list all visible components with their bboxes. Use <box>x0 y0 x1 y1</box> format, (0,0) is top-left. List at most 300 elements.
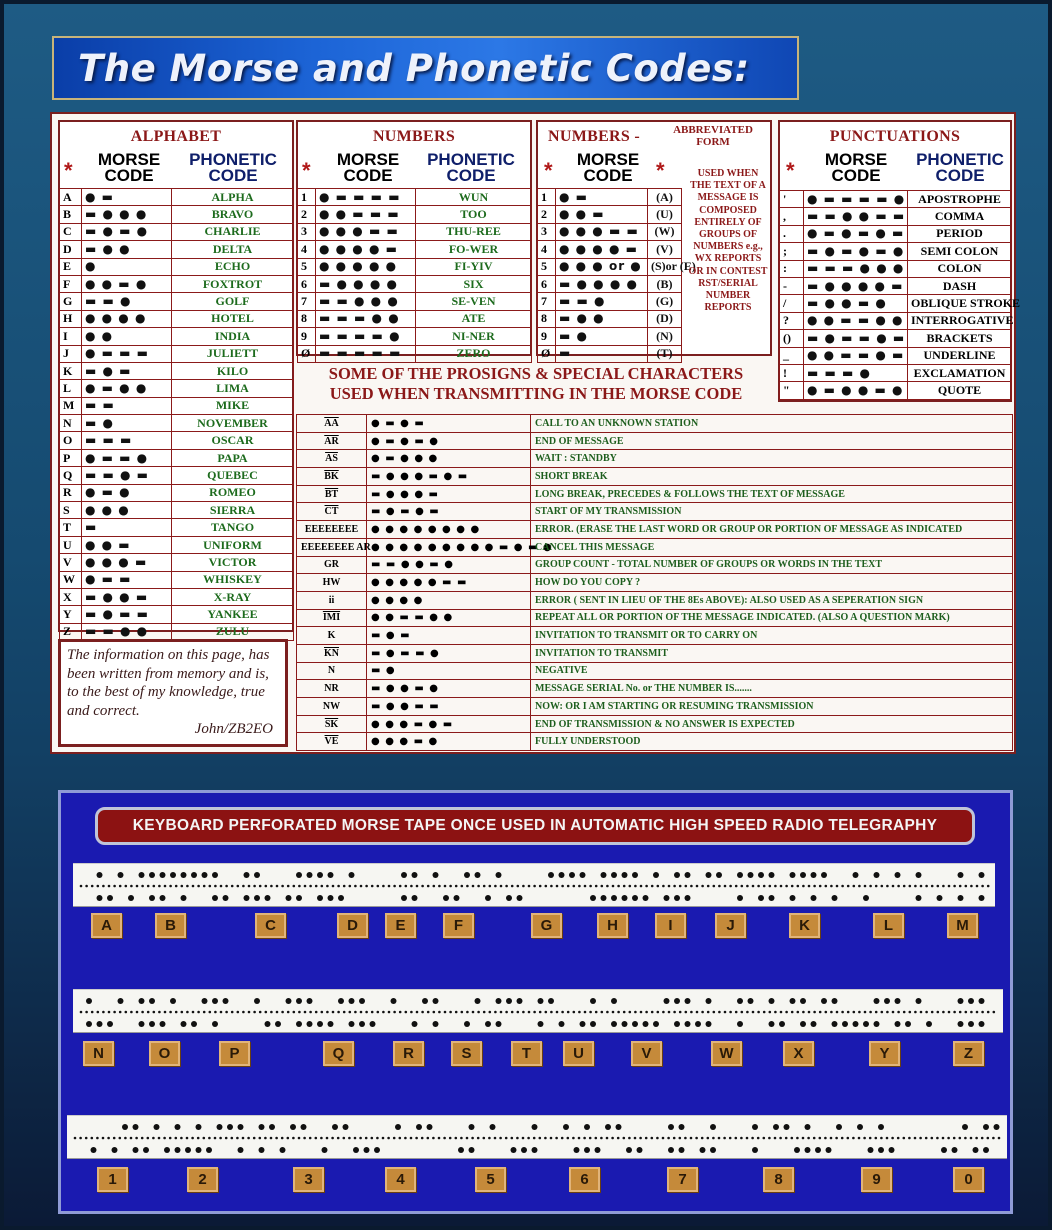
tape-code-hole <box>643 1021 649 1027</box>
tape-feed-hole <box>360 1011 363 1014</box>
tape-code-hole <box>107 895 113 901</box>
tape-feed-hole <box>237 1011 240 1014</box>
tape-feed-hole <box>662 885 665 888</box>
tape-feed-hole <box>466 1011 469 1014</box>
tape-code-hole <box>458 1147 464 1153</box>
tape-code-hole <box>191 1021 197 1027</box>
tape-feed-hole <box>293 885 296 888</box>
tape-feed-hole <box>522 1137 525 1140</box>
numbers-row-ch: 7 <box>298 293 316 310</box>
tape-feed-hole <box>825 1011 828 1014</box>
tape-feed-hole <box>685 1011 688 1014</box>
punctuation-row <box>780 364 1012 381</box>
tape-feed-hole <box>388 1011 391 1014</box>
tape-feed-hole <box>332 885 335 888</box>
tape-feed-hole <box>735 885 738 888</box>
tape-feed-hole <box>903 885 906 888</box>
abbreviated-row <box>538 310 682 327</box>
tape-feed-hole <box>488 1137 491 1140</box>
tape-code-hole <box>773 1124 779 1130</box>
tape-code-hole <box>853 1021 859 1027</box>
tape-feed-hole <box>197 885 200 888</box>
tape-feed-hole <box>102 885 105 888</box>
alphabet-row <box>60 345 294 362</box>
numbers-row-ch: 3 <box>298 223 316 240</box>
tape-feed-hole <box>992 1137 995 1140</box>
alphabet-row-ch: S <box>60 502 82 519</box>
tape-feed-hole <box>208 1137 211 1140</box>
tape-code-hole <box>359 1021 365 1027</box>
tape-feed-hole <box>96 1137 99 1140</box>
alphabet-row-morse: ▬ ● ● <box>82 241 172 258</box>
tape-code-hole <box>160 872 166 878</box>
alphabet-row-morse: ● ▬ ▬ ▬ <box>82 345 172 362</box>
numbers-row-ch: 8 <box>298 310 316 327</box>
tape-feed-hole <box>343 885 346 888</box>
alphabet-row <box>60 415 294 432</box>
tape-feed-hole <box>673 1011 676 1014</box>
tape-feed-hole <box>965 885 968 888</box>
alphabet-row-ch: G <box>60 293 82 310</box>
numbers-row <box>298 345 532 362</box>
tape-code-hole <box>485 1021 491 1027</box>
alphabet-row <box>60 241 294 258</box>
tape-code-hole <box>301 1124 307 1130</box>
tape-code-hole <box>769 872 775 878</box>
tape-code-hole <box>469 1147 475 1153</box>
tape-feed-hole <box>371 1137 374 1140</box>
tape-code-hole <box>149 998 155 1004</box>
alphabet-row <box>60 519 294 536</box>
numbers-row-morse: ▬ ▬ ● ● ● <box>316 293 416 310</box>
tape-code-hole <box>307 872 313 878</box>
numbers-row <box>298 223 532 240</box>
tape-code-hole <box>674 1021 680 1027</box>
alphabet-row <box>60 449 294 466</box>
tape-code-hole <box>296 895 302 901</box>
prosign-morse: ● ▬ ● ▬ <box>367 415 531 433</box>
alphabet-row-ph: WHISKEY <box>172 571 294 588</box>
prosign-code: GR <box>297 556 367 574</box>
tape-code-hole <box>548 998 554 1004</box>
tape-feed-hole <box>511 885 514 888</box>
punctuation-row-morse: ● ● ▬ ▬ ● ● <box>804 312 908 329</box>
tape-feed-hole <box>393 1011 396 1014</box>
tape-feed-hole <box>987 1011 990 1014</box>
tape-code-hole <box>433 872 439 878</box>
tape-feed-hole <box>281 1011 284 1014</box>
tape-feed-hole <box>584 1011 587 1014</box>
alphabet-row-ch: X <box>60 588 82 605</box>
tape-feed-hole <box>802 885 805 888</box>
alphabet-row-ch: Y <box>60 606 82 623</box>
tape-feed-hole <box>752 885 755 888</box>
tape-feed-hole <box>393 885 396 888</box>
tape-feed-hole <box>528 1011 531 1014</box>
tape-feed-hole <box>321 885 324 888</box>
alphabet-row <box>60 588 294 605</box>
punctuation-row <box>780 243 1012 260</box>
tape-feed-hole <box>695 1137 698 1140</box>
tape-key-6: 6 <box>569 1167 600 1192</box>
tape-feed-hole <box>785 1011 788 1014</box>
prosign-morse: ▬ ● ● ● ▬ ● ▬ <box>367 468 531 486</box>
tape-feed-hole <box>841 1137 844 1140</box>
abbreviated-row-ch: Ø <box>538 345 556 362</box>
tape-feed-hole <box>309 885 312 888</box>
tape-code-hole <box>905 1021 911 1027</box>
tape-code-hole <box>353 1147 359 1153</box>
tape-code-hole <box>275 1021 281 1027</box>
punctuation-row-ch: () <box>780 330 804 347</box>
tape-code-hole <box>706 872 712 878</box>
tape-code-hole <box>800 998 806 1004</box>
tape-feed-hole <box>701 1137 704 1140</box>
prosign-morse: ▬ ● ▬ ▬ ● <box>367 644 531 662</box>
tape-code-hole <box>769 998 775 1004</box>
tape-code-hole <box>622 1021 628 1027</box>
tape-code-hole <box>685 998 691 1004</box>
tape-code-hole <box>133 1147 139 1153</box>
tape-code-hole <box>832 998 838 1004</box>
tape-feed-hole <box>623 1011 626 1014</box>
tape-feed-hole <box>304 885 307 888</box>
tape-feed-hole <box>886 885 889 888</box>
numbers-row-ph: THU-REE <box>416 223 532 240</box>
tape-key-f: F <box>443 913 474 938</box>
tape-feed-hole <box>897 885 900 888</box>
tape-feed-hole <box>696 1011 699 1014</box>
abbreviated-star-2: * <box>656 158 665 183</box>
tape-code-hole <box>496 872 502 878</box>
tape-feed-hole <box>589 1011 592 1014</box>
tape-feed-hole <box>757 1011 760 1014</box>
tape-code-hole <box>622 895 628 901</box>
prosign-meaning: HOW DO YOU COPY ? <box>531 574 1013 592</box>
tape-feed-hole <box>931 1137 934 1140</box>
tape-feed-hole <box>416 885 419 888</box>
alphabet-row <box>60 606 294 623</box>
tape-feed-hole <box>707 1011 710 1014</box>
tape-feed-hole <box>337 1137 340 1140</box>
prosign-row <box>297 591 1013 609</box>
tape-feed-hole <box>293 1011 296 1014</box>
alphabet-row-ch: D <box>60 241 82 258</box>
tape-feed-hole <box>976 1011 979 1014</box>
alphabet-row-ch: U <box>60 536 82 553</box>
tape-feed-hole <box>797 1011 800 1014</box>
alphabet-row-ph: CHARLIE <box>172 223 294 240</box>
tape-feed-hole <box>892 1011 895 1014</box>
tape-key-c: C <box>255 913 286 938</box>
prosign-row <box>297 680 1013 698</box>
numbers-heading: NUMBERS <box>372 128 456 145</box>
prosign-morse: ● ● ● ● <box>367 591 531 609</box>
tape-code-hole <box>958 895 964 901</box>
tape-code-hole <box>202 872 208 878</box>
tape-code-hole <box>601 895 607 901</box>
tape-code-hole <box>307 1021 313 1027</box>
tape-feed-hole <box>410 1011 413 1014</box>
tape-feed-hole <box>684 1137 687 1140</box>
alphabet-row-ch: M <box>60 397 82 414</box>
tape-feed-hole <box>909 1011 912 1014</box>
tape-feed-hole <box>214 1137 217 1140</box>
tape-feed-hole <box>690 1137 693 1140</box>
tape-feed-hole <box>270 885 273 888</box>
alphabet-section <box>58 120 294 639</box>
tape-code-hole <box>328 872 334 878</box>
tape-feed-hole <box>869 1137 872 1140</box>
disclaimer-signature: John/ZB2EO <box>194 721 273 737</box>
tape-feed-hole <box>830 885 833 888</box>
tape-code-hole <box>926 1021 932 1027</box>
tape-code-hole <box>700 1147 706 1153</box>
tape-code-hole <box>338 895 344 901</box>
tape-code-hole <box>878 1124 884 1130</box>
tape-feed-hole <box>203 1011 206 1014</box>
tape-feed-hole <box>113 1137 116 1140</box>
tape-feed-hole <box>354 1137 357 1140</box>
tape-feed-hole <box>836 1011 839 1014</box>
abbreviated-note: USED WHEN THE TEXT OF A MESSAGE IS COMPOSED ENTIRELY OF GROUPS OF NUMBERS e.g., WX REPORTS OR IN CONTEST RST/SERIAL NUMBER REPORTS <box>688 168 768 314</box>
numbers-row-ph: WUN <box>416 189 532 206</box>
numbers-row-ch: Ø <box>298 345 316 362</box>
prosign-code: N <box>297 662 367 680</box>
tape-feed-hole <box>236 1137 239 1140</box>
tape-feed-hole <box>433 1011 436 1014</box>
punctuation-row-morse: ▬ ● ● ▬ ● <box>804 295 908 312</box>
tape-feed-hole <box>544 1137 547 1140</box>
tape-feed-hole <box>662 1137 665 1140</box>
tape-code-hole <box>800 872 806 878</box>
tape-code-hole <box>874 998 880 1004</box>
tape-feed-hole <box>416 1011 419 1014</box>
punctuation-row-ph: BRACKETS <box>908 330 1012 347</box>
punctuation-row-ch: : <box>780 260 804 277</box>
tape-feed-hole <box>360 885 363 888</box>
tape-code-hole <box>506 998 512 1004</box>
tape-code-hole <box>317 872 323 878</box>
prosign-meaning: ERROR ( SENT IN LIEU OF THE 8Es ABOVE): ALSO USED AS A SEPERATION SIGN <box>531 591 1013 609</box>
tape-feed-hole <box>522 1011 525 1014</box>
tape-code-hole <box>853 872 859 878</box>
abbreviated-row-ab: (T) <box>648 345 682 362</box>
abbreviated-row-ab: (W) <box>648 223 682 240</box>
tape-feed-hole <box>617 1137 620 1140</box>
alphabet-row-ph: JULIETT <box>172 345 294 362</box>
tape-feed-hole <box>337 885 340 888</box>
alphabet-row-ph: OSCAR <box>172 432 294 449</box>
tape-feed-hole <box>567 885 570 888</box>
tape-code-hole <box>668 1147 674 1153</box>
tape-feed-hole <box>701 885 704 888</box>
alphabet-row-ch: H <box>60 310 82 327</box>
tape-feed-hole <box>304 1011 307 1014</box>
punctuation-row-morse: ▬ ▬ ● ● ▬ ▬ <box>804 208 908 225</box>
alphabet-row-ph: KILO <box>172 362 294 379</box>
tape-feed-hole <box>852 1137 855 1140</box>
tape-feed-hole <box>864 885 867 888</box>
abbreviated-section <box>536 120 772 361</box>
tape-code-hole <box>517 998 523 1004</box>
tape-feed-hole <box>533 1011 536 1014</box>
tape-feed-hole <box>136 1011 139 1014</box>
tape-feed-hole <box>567 1137 570 1140</box>
alphabet-row-morse: ● ● ● ▬ <box>82 554 172 571</box>
alphabet-row <box>60 223 294 240</box>
tape-feed-hole <box>645 1011 648 1014</box>
abbreviated-star: * <box>544 158 553 183</box>
tape-feed-hole <box>415 1137 418 1140</box>
tape-feed-hole <box>601 885 604 888</box>
tape-feed-hole <box>685 885 688 888</box>
tape-code-hole <box>968 998 974 1004</box>
prosign-code: $\overline{CT}$ <box>297 503 367 521</box>
prosign-code: $\overline{VE}$ <box>297 733 367 751</box>
tape-feed-hole <box>583 1137 586 1140</box>
tape-code-hole <box>895 998 901 1004</box>
alphabet-row <box>60 571 294 588</box>
tape-feed-hole <box>326 1137 329 1140</box>
tape-code-hole <box>979 872 985 878</box>
tape-code-hole <box>86 998 92 1004</box>
prosign-row <box>297 415 1013 433</box>
tape-feed-hole <box>914 1137 917 1140</box>
punctuation-row <box>780 208 1012 225</box>
tape-feed-hole <box>539 1137 542 1140</box>
punctuation-row <box>780 330 1012 347</box>
alphabet-row-morse: ● ● ● <box>82 502 172 519</box>
tape-code-hole <box>563 1124 569 1130</box>
tape-feed-hole <box>130 1011 133 1014</box>
tape-feed-hole <box>914 1011 917 1014</box>
abbreviated-row <box>538 189 682 206</box>
prosign-meaning: CALL TO AN UNKNOWN STATION <box>531 415 1013 433</box>
tape-code-hole <box>584 1124 590 1130</box>
tape-feed-hole <box>287 1137 290 1140</box>
tape-code-hole <box>836 1124 842 1130</box>
tape-code-hole <box>580 1021 586 1027</box>
tape-code-hole <box>937 895 943 901</box>
alphabet-row-ph: GOLF <box>172 293 294 310</box>
prosigns-heading-line1: SOME OF THE PROSIGNS & SPECIAL CHARACTERS <box>328 364 744 383</box>
punctuation-row-ch: ; <box>780 243 804 260</box>
abbreviated-row-morse: ● ▬ <box>556 189 648 206</box>
tape-code-hole <box>811 1021 817 1027</box>
punctuation-row-ch: . <box>780 225 804 242</box>
tape-feed-hole <box>175 1011 178 1014</box>
tape-feed-hole <box>270 1137 273 1140</box>
tape-feed-hole <box>130 1137 133 1140</box>
tape-feed-hole <box>707 1137 710 1140</box>
alphabet-row-morse: ▬ ● ▬ <box>82 362 172 379</box>
alphabet-row-ph: PAPA <box>172 449 294 466</box>
tape-code-hole <box>685 895 691 901</box>
tape-feed-hole <box>264 1137 267 1140</box>
tape-feed-hole <box>981 1137 984 1140</box>
tape-feed-hole <box>365 1137 368 1140</box>
tape-feed-hole <box>785 885 788 888</box>
punctuation-row-morse: ▬ ● ● ● ● ▬ <box>804 277 908 294</box>
tape-code-hole <box>212 895 218 901</box>
tape-feed-hole <box>517 1011 520 1014</box>
tape-code-hole <box>139 998 145 1004</box>
tape-feed-hole <box>914 885 917 888</box>
abbreviated-row <box>538 223 682 240</box>
tape-feed-hole <box>337 1011 340 1014</box>
tape-code-hole <box>296 1021 302 1027</box>
tape-feed-hole <box>247 1137 250 1140</box>
alphabet-row-morse: ▬ ▬ ● <box>82 293 172 310</box>
tape-code-hole <box>265 895 271 901</box>
abbreviated-row-ch: 4 <box>538 241 556 258</box>
tape-code-hole <box>223 895 229 901</box>
tape-code-hole <box>632 872 638 878</box>
tape-feed-hole <box>909 885 912 888</box>
alphabet-row-ph: TANGO <box>172 519 294 536</box>
numbers-row-ph: NI-NER <box>416 328 532 345</box>
tape-feed-hole <box>219 1137 222 1140</box>
tape-feed-hole <box>197 1011 200 1014</box>
abbreviated-row-morse: ▬ ● ● ● ● <box>556 275 648 292</box>
tape-feed-hole <box>718 885 721 888</box>
tape-feed-hole <box>881 1011 884 1014</box>
tape-feed-hole <box>724 1011 727 1014</box>
tape-feed-hole <box>427 1137 430 1140</box>
prosign-meaning: ERROR. (ERASE THE LAST WORD OR GROUP OR PORTION OF MESSAGE AS INDICATED <box>531 521 1013 539</box>
tape-code-hole <box>118 872 124 878</box>
tape-feed-hole <box>657 885 660 888</box>
prosign-meaning: WAIT : STANDBY <box>531 450 1013 468</box>
tape-feed-hole <box>908 1137 911 1140</box>
tape-code-hole <box>790 895 796 901</box>
tape-feed-hole <box>158 885 161 888</box>
tape-code-hole <box>664 895 670 901</box>
tape-feed-hole <box>449 1137 452 1140</box>
tape-feed-hole <box>556 1011 559 1014</box>
tape-feed-hole <box>292 1137 295 1140</box>
tape-code-hole <box>805 1124 811 1130</box>
tape-code-hole <box>175 1124 181 1130</box>
alphabet-row-morse: ▬ ▬ ▬ <box>82 432 172 449</box>
tape-feed-hole <box>253 1011 256 1014</box>
tape-code-hole <box>349 998 355 1004</box>
alphabet-row <box>60 310 294 327</box>
tape-feed-hole <box>455 1137 458 1140</box>
alphabet-row-morse: ▬ ▬ ● ▬ <box>82 467 172 484</box>
tape-feed-hole <box>791 885 794 888</box>
tape-feed-hole <box>690 1011 693 1014</box>
numbers-row-morse: ● ● ● ● ▬ <box>316 241 416 258</box>
tape-code-hole <box>401 895 407 901</box>
tape-feed-hole <box>438 885 441 888</box>
abbreviated-row-ab: (A) <box>648 189 682 206</box>
prosign-meaning: LONG BREAK, PRECEDES & FOLLOWS THE TEXT OF MESSAGE <box>531 485 1013 503</box>
tape-code-hole <box>160 895 166 901</box>
tape-feed-hole <box>645 885 648 888</box>
tape-code-hole <box>632 895 638 901</box>
punctuation-row-morse: ● ▬ ● ● ▬ ● <box>804 382 908 399</box>
abbreviated-row-morse: ● ● ● or ● <box>556 258 648 275</box>
tape-feed-hole <box>242 885 245 888</box>
tape-feed-hole <box>797 885 800 888</box>
tape-feed-hole <box>186 885 189 888</box>
tape-feed-hole <box>489 1011 492 1014</box>
punctuation-row-ph: PERIOD <box>908 225 1012 242</box>
tape-feed-hole <box>349 885 352 888</box>
tape-code-hole <box>590 895 596 901</box>
